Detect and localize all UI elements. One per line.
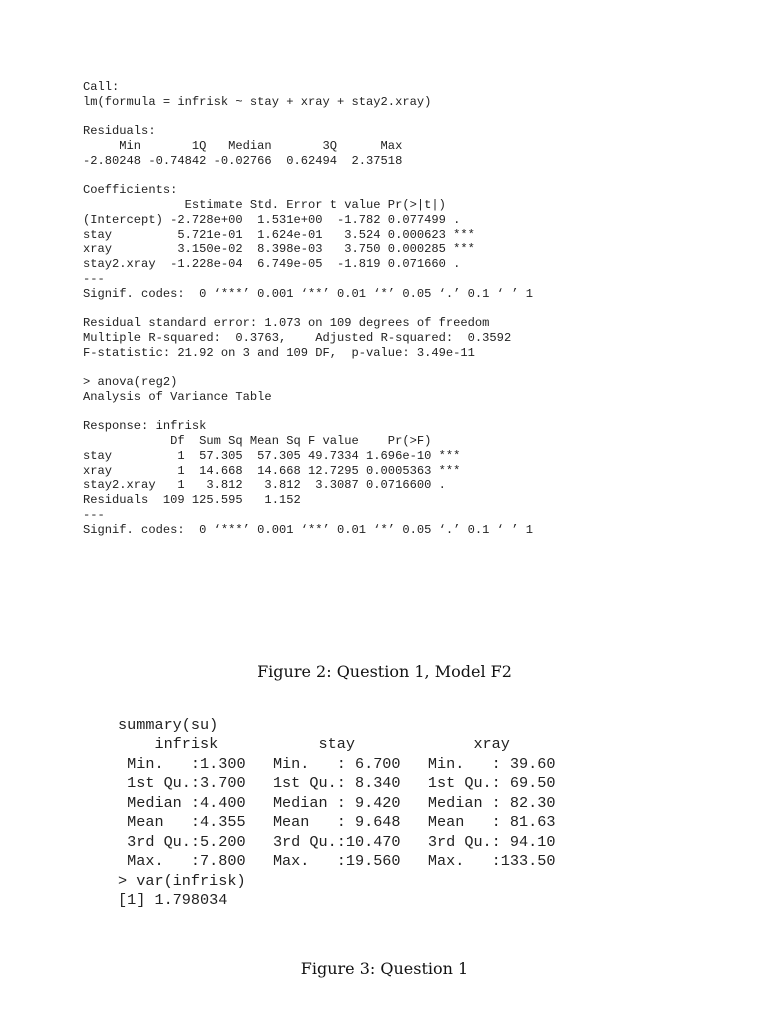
figure-3-caption: Figure 3: Question 1 [300, 959, 469, 978]
model-f2-r-output: Call: lm(formula = infrisk ~ stay + xray + stay2.xray) Residuals: Min 1Q Median 3Q Max -2.80248 -0.74842 -0.02766 0.62494 2.37518 Coefficients: Estimate Std. Error t value Pr(>|t|) (Intercept) -2.728e+00 1.531e+00 -1.782 0.077499 . stay 5.721e-01 1.624e-01 3.524 0.000623 *** xray 3.150e-02 8.398e-03 3.750 0.000285 *** stay2.xray -1.228e-04 6.749e-05 -1.819 0.071660 . --- Signif. codes: 0 ‘***’ 0.001 ‘**’ 0.01 ‘*’ 0.05 ‘.’ 0.1 ‘ ’ 1 Residual standard error: 1.073 on 109 degrees of freedom Multiple R-squared: 0.3763, Adjusted R-squared: 0.3592 F-statistic: 21.92 on 3 and 109 DF, p-value: 3.49e-11 > anova(reg2) Analysis of Variance Table Response: infrisk Df Sum Sq Mean Sq F value Pr(>F) stay 1 57.305 57.305 49.7334 1.696e-10 *** xray 1 14.668 14.668 12.7295 0.0005363 *** stay2.xray 1 3.812 3.812 3.3087 0.0716600 . Residuals 109 125.595 1.152 --- Signif. codes: 0 ‘***’ 0.001 ‘**’ 0.01 ‘*’ 0.05 ‘.’ 0.1 ‘ ’ 1 [83, 80, 533, 537]
summary-r-output: summary(su) infrisk stay xray Min. :1.300 Min. : 6.700 Min. : 39.60 1st Qu.:3.700 1st Qu.: 8.340 1st Qu.: 69.50 Median :4.400 Median : 9.420 Median : 82.30 Mean :4.355 Mean : 9.648 Mean : 81.63 3rd Qu.:5.200 3rd Qu.:10.470 3rd Qu.: 94.10 Max. :7.800 Max. :19.560 Max. :133.50 > var(infrisk) [1] 1.798034 [118, 716, 556, 910]
figure-2-caption: Figure 2: Question 1, Model F2 [257, 662, 512, 681]
